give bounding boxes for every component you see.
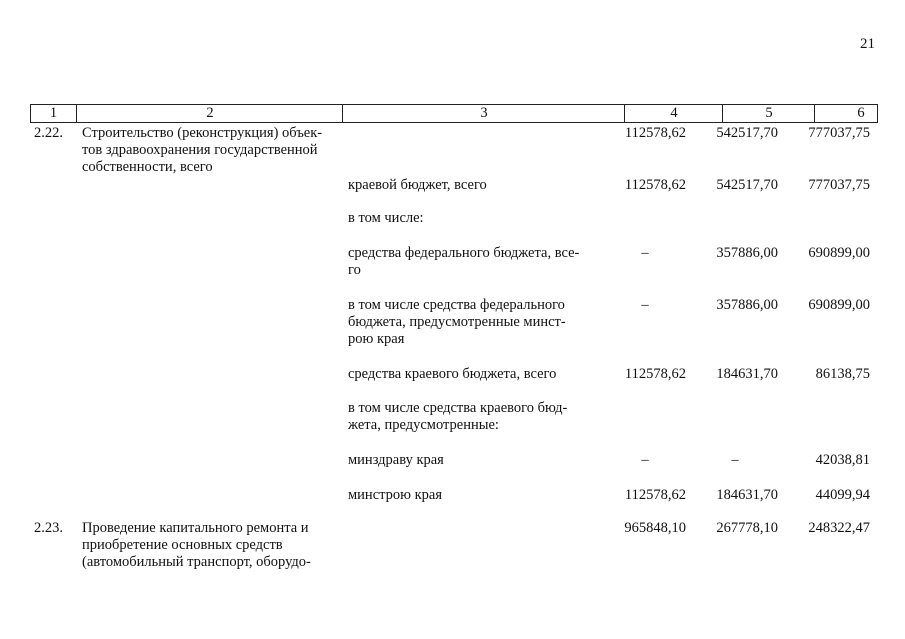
section-title-line: приобретение основных средств (82, 537, 283, 553)
header-col-5: 5 (722, 105, 815, 122)
section-title (82, 125, 337, 176)
row-label-line: в том числе средства краевого бюд- (348, 400, 568, 416)
total-col-5: 542517,70 (716, 125, 778, 141)
row-label-line: в том числе: (348, 210, 424, 226)
header-col-1: 1 (49, 105, 58, 121)
row-label (348, 366, 596, 383)
row-label-line: краевой бюджет, всего (348, 177, 487, 193)
row-label-line: жета, предусмотренные: (348, 417, 499, 433)
row-col-6: 690899,00 (808, 297, 870, 313)
total-col-4: 965848,10 (624, 520, 686, 536)
row-col-6: 86138,75 (815, 366, 870, 382)
table-header-row (30, 104, 878, 123)
row-label-line: го (348, 262, 361, 278)
page-number: 21 (860, 36, 875, 52)
header-col-2: 2 (76, 105, 343, 122)
row-label (348, 210, 596, 227)
row-label (348, 297, 596, 348)
section-title-line: тов здравоохранения государственной (82, 142, 318, 158)
header-col-4: 4 (624, 105, 723, 122)
row-col-5: – (731, 452, 739, 468)
section-title-line: Строительство (реконструкция) объек- (82, 125, 323, 141)
total-col-5: 267778,10 (716, 520, 778, 536)
row-col-4: 112578,62 (624, 487, 686, 503)
row-label-line: рою края (348, 331, 405, 347)
row-label (348, 452, 596, 469)
row-col-4: 112578,62 (624, 366, 686, 382)
row-col-5: 184631,70 (716, 487, 778, 503)
row-col-5: 357886,00 (716, 245, 778, 261)
row-col-5: 184631,70 (716, 366, 778, 382)
total-col-4: 112578,62 (624, 125, 686, 141)
total-col-6: 777037,75 (808, 125, 870, 141)
section-title-line: собственности, всего (82, 159, 213, 175)
row-col-4: – (641, 297, 649, 313)
row-label (348, 487, 596, 504)
row-col-4: – (641, 452, 649, 468)
row-label-line: средства краевого бюджета, всего (348, 366, 557, 382)
row-col-6: 690899,00 (808, 245, 870, 261)
row-label-line: минстрою края (348, 487, 443, 503)
section-title-line: (автомобильный транспорт, оборудо- (82, 554, 311, 570)
header-col-6: 6 (814, 105, 905, 122)
row-label-line: средства федерального бюджета, все- (348, 245, 580, 261)
row-label-line: бюджета, предусмотренные минст- (348, 314, 566, 330)
row-col-6: 42038,81 (815, 452, 870, 468)
row-label (348, 400, 596, 434)
row-col-5: 357886,00 (716, 297, 778, 313)
section-title-line: Проведение капитального ремонта и (82, 520, 309, 536)
total-col-6: 248322,47 (808, 520, 870, 536)
row-col-5: 542517,70 (716, 177, 778, 193)
row-col-4: – (641, 245, 649, 261)
row-label-line: в том числе средства федерального (348, 297, 565, 313)
row-col-6: 44099,94 (815, 487, 870, 503)
section-title (82, 520, 337, 571)
row-label (348, 177, 596, 194)
section-number: 2.23. (34, 520, 63, 536)
row-label-line: минздраву края (348, 452, 444, 468)
row-col-6: 777037,75 (808, 177, 870, 193)
row-label (348, 245, 596, 279)
row-col-4: 112578,62 (624, 177, 686, 193)
section-number: 2.22. (34, 125, 63, 141)
header-col-3: 3 (342, 105, 625, 122)
